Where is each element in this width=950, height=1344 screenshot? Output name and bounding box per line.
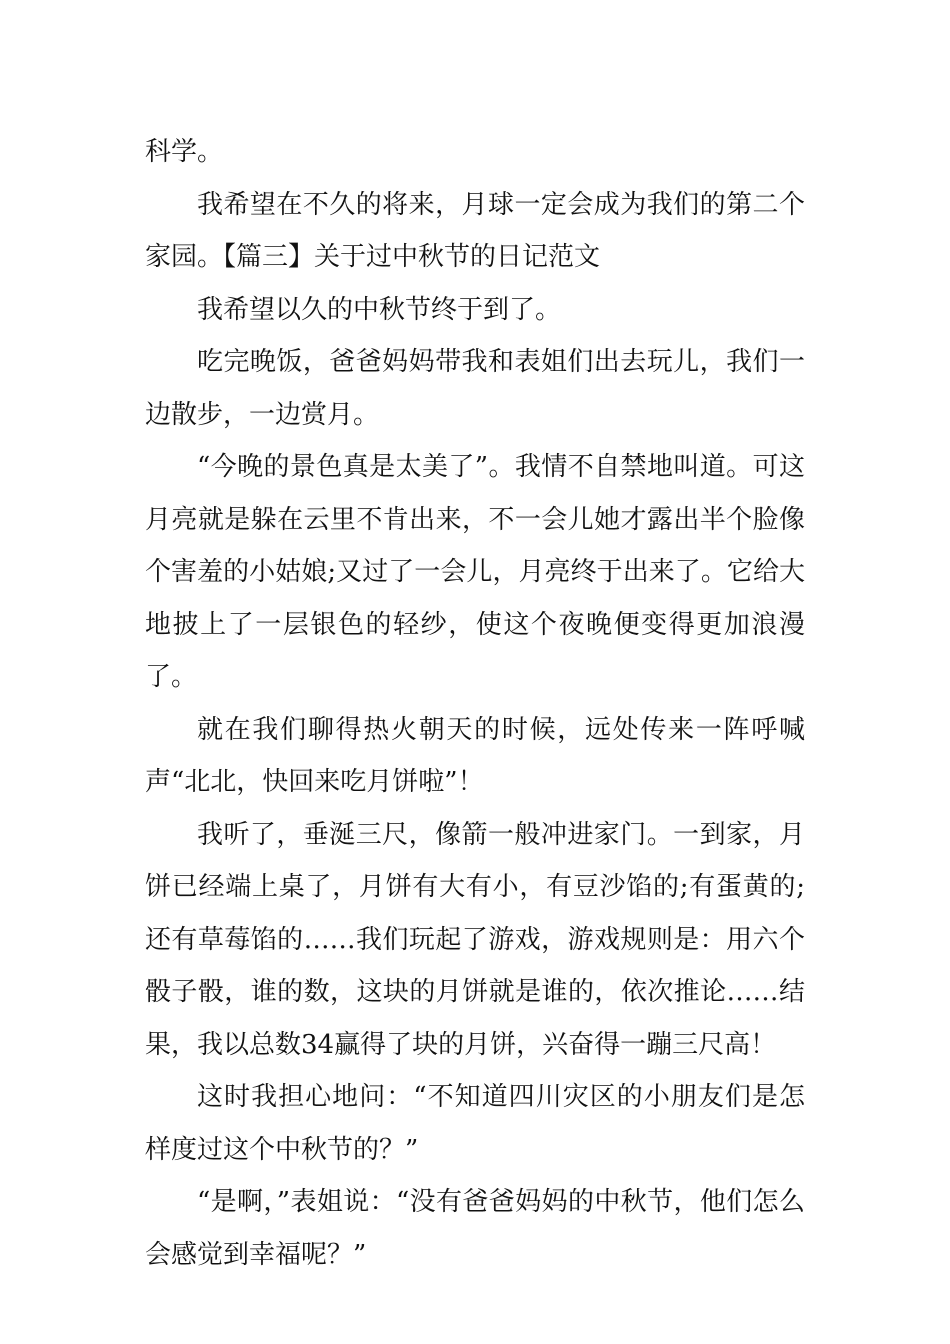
paragraph-4: 吃完晚饭，爸爸妈妈带我和表姐们出去玩儿，我们一边散步，一边赏月。: [145, 347, 805, 430]
paragraph-1: 科学。: [145, 137, 224, 167]
paragraph-3: 我希望以久的中秋节终于到了。: [197, 294, 562, 325]
paragraph-7: 我听了，垂涎三尺，像箭一般冲进家门。一到家，月饼已经端上桌了，月饼有大有小，有豆沙馅的;有蛋黄的;还有草莓馅的……我们玩起了游戏，游戏规则是：用六个骰子骰，谁的数，这块的月饼就是谁的，依次推论……结果，我以总数34赢得了块的月饼，兴奋得一蹦三尺高！: [145, 819, 805, 1060]
paragraph-9: “是啊，”表姐说：“没有爸爸妈妈的中秋节，他们怎么会感觉到幸福呢？”: [145, 1187, 805, 1270]
document-body: [145, 126, 805, 1281]
paragraph-6: 就在我们聊得热火朝天的时候，远处传来一阵呼喊声“北北，快回来吃月饼啦”！: [145, 714, 805, 797]
paragraph-5: “今晚的景色真是太美了”。我情不自禁地叫道。可这月亮就是躲在云里不肯出来，不一会儿她才露出半个脸像个害羞的小姑娘;又过了一会儿，月亮终于出来了。它给大地披上了一层银色的轻纱，使这个夜晚便变得更加浪漫了。: [145, 452, 805, 692]
paragraph-8: 这时我担心地问：“不知道四川灾区的小朋友们是怎样度过这个中秋节的？”: [145, 1082, 805, 1165]
paragraph-2: 我希望在不久的将来，月球一定会成为我们的第二个家园。【篇三】关于过中秋节的日记范文: [145, 189, 805, 272]
